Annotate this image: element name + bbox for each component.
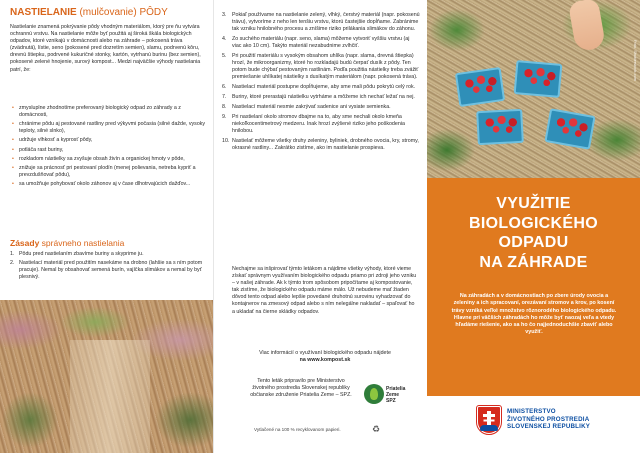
more-info: Viac informácií o využívaní biologického odpadu nájdete na www.kompost.sk bbox=[259, 350, 391, 363]
panel-principles-continued bbox=[213, 0, 427, 453]
website-link[interactable]: na www.kompost.sk bbox=[299, 357, 351, 363]
list-item: • rozkladom nástielky sa zvyšuje obsah živín a organickej hmoty v pôde, bbox=[10, 156, 206, 163]
strawberry-basket bbox=[455, 67, 505, 107]
principles-list-continued bbox=[222, 12, 420, 155]
list-item: 8. Nastielací materiál nesmie zakrývať sadenice ani vysiate semienka. bbox=[222, 104, 391, 110]
ministry-footer bbox=[427, 396, 640, 453]
list-item: • udržuje vlhkosť a kyprosť pôdy, bbox=[10, 137, 206, 144]
list-item: 10. Nastielať môžeme všetky druhy zeleniny, byliniek, drobného ovocia, kry, stromy, okrasné rastliny... Zakrátko zistíme, ako im nastielanie prospieva. bbox=[222, 138, 419, 151]
leaf-icon bbox=[364, 384, 384, 404]
cover-title: VYUŽITIE BIOLOGICKÉHO ODPADU NA ZÁHRADE bbox=[469, 195, 598, 271]
benefits-list bbox=[10, 105, 206, 190]
list-item: • znižuje sa prácnosť pri pestovaní plodín (menej polievania, netreba kypriť a prevzdušňovať pôdu), bbox=[10, 165, 206, 179]
publisher-credit: Tento leták pripravilo pre Ministerstvo životného prostredia Slovenskej republiky občianske združenie Priatelia Zeme – SPZ. bbox=[250, 378, 352, 398]
priatelia-zeme-logo: Priatelia Zeme SPZ bbox=[364, 384, 414, 408]
list-item: • potláča rast buriny, bbox=[10, 147, 206, 154]
strawberry-basket bbox=[514, 60, 563, 98]
strawberry-harvest-photo bbox=[427, 0, 640, 178]
panel-cover bbox=[427, 0, 640, 453]
list-item: 5. Pri použití materiálu s vysokým obsahom uhlíka (napr. slama, drevná štiepka) hrozí, že mikroorganizmy, ktoré ho rozkladajú budú čerpať dusík z pôdy. Ten potom bude chýbať pestovaným rastlinám. Podľa použitia nástielky treba zvážiť premiešanie uhlíkatej nástielky s dusíkatým materiálom (napr. pokosená tráva). bbox=[222, 53, 419, 80]
list-item: 1. Pôdu pred nastielaním zbavíme buriny a skyprime ju. bbox=[10, 251, 144, 257]
list-item: 3. Pokiaľ používame na nastielanie zelený, vlhký, čerstvý materiál (napr. pokosenú trávu), vytvoríme z neho len tenšiu vrstvu, ktorú častejšie dopĺňame. Zabránime tak vzniku hnilobného procesu a zníšime riziko prilákania slimákov do záhonu. bbox=[222, 12, 420, 32]
list-item: • sa umožňuje pohybovať okolo záhonov aj v čase dlhotrvajúcich dažďov... bbox=[10, 181, 206, 188]
mulched-garden-photo bbox=[0, 300, 213, 453]
principles-heading: Zásady správneho nastielania bbox=[10, 238, 125, 248]
recycle-icon: ♻ bbox=[372, 424, 381, 434]
strawberry-basket bbox=[544, 108, 595, 149]
photo-credit: Foto: Shutterstock.com bbox=[633, 40, 638, 82]
list-item: 4. Zo suchého materiálu (napr. seno, slama) môžeme vytvoriť vyššiu vrstvu (aj viac ako 10 cm). Takýto materiál nezabudnime zvlhčiť. bbox=[222, 36, 410, 49]
list-item: 6. Nastielací materiál postupne dopĺňujeme, aby sme mali pôdu pokrytú celý rok. bbox=[222, 84, 416, 90]
principles-list bbox=[10, 251, 206, 283]
closing-paragraph: Nechajme sa inšpirovať týmto letákom a nájdime všetky výhody, ktoré vieme získať správnym využívaním biologického odpadu priamo pri zdroji jeho vzniku – v našej záhrade. Ak k týmto trom spôsobom pripočítame aj kompostovanie, tak zistíme, že biologického odpadu máme málo. Už nebudeme mať žiaden dôvod tento odpad alebo lepšie povedané druhotnú surovinu vyhadzovať do kontajnerov na zmesový odpad alebo s ním nelegálne nakladať – spaľovať ho a ukladať na čierne skládky odpadov. bbox=[232, 266, 417, 315]
list-item: • chránime pôdu aj pestované rastliny pred výkyvmi počasia (silné dažde, vysoky teploty, silné slnko), bbox=[10, 121, 206, 135]
hand-image bbox=[568, 0, 606, 52]
strawberry-basket bbox=[476, 109, 524, 145]
mulching-intro: Nastielanie znamená pokrývanie pôdy vhodným materiálom, ktorý pre ňu vytvára ochrannú vrstvu. Na nastielanie môže byť použitá aj široká škála biologických odpadov, ktoré vznikajú v domácnosti alebo na záhrade – pokosená tráva (zvädnutá), lístie, seno (pokosené pred dozretím semien), slamu, podrvenú kôru, drevnú štiepku, podrvené kukuričné stonky, kartón, vytrhanú burinu (bez semien), pokosené zelené hnojenie, surový kompost... Medzi najväčšie výhody nastielania patrí, že: bbox=[10, 24, 201, 73]
coat-of-arms-icon bbox=[477, 406, 501, 434]
ministry-name: MINISTERSTVO ŽIVOTNÉHO PROSTREDIA SLOVENSKEJ REPUBLIKY bbox=[507, 408, 591, 430]
list-item: 9. Pri nastielaní okolo stromov dbajme na to, aby sme nechali okolo kmeňa niekoľkocentimetrový medzeru. Inak hrozí zvýšené riziko jeho poškodenia hnilobou. bbox=[222, 114, 405, 134]
cover-description: Na záhradách a v domácnostiach po zbere úrody ovocia a zeleniny a ich spracovaní, orezávaní stromov a krov, po kosení trávy vzniká veľké množstvo rôznorodého biologického odpadu. Hlavne pri väčších záhradách ho môže byť naozaj veľa a vtedy hľadáme riešenie, ako sa ho čo najjednoduchšie zbaviť alebo využiť. bbox=[451, 293, 617, 336]
panel-mulching bbox=[0, 0, 213, 453]
recycled-paper-note: Vytlačené na 100 % recyklovanom papieri. bbox=[254, 427, 341, 432]
list-item: 7. Buriny, ktoré prerastajú nástielku vytrháme a môžeme ich nechať ležať na nej. bbox=[222, 94, 415, 100]
mulching-title: NASTIELANIE (mulčovanie) PÔDY bbox=[10, 7, 168, 18]
list-item: • zmysluplne zhodnotíme preferovaný biologický odpad zo záhrady a z domácnosti, bbox=[10, 105, 206, 119]
list-item: 2. Nastielací materiál pred použitím nasekáme na drobno (lahšie sa s ním potom pracuje). Nemal by obsahovať semená burín, vajíčka slimákov a nemal by byť plesnivý. bbox=[10, 260, 203, 280]
